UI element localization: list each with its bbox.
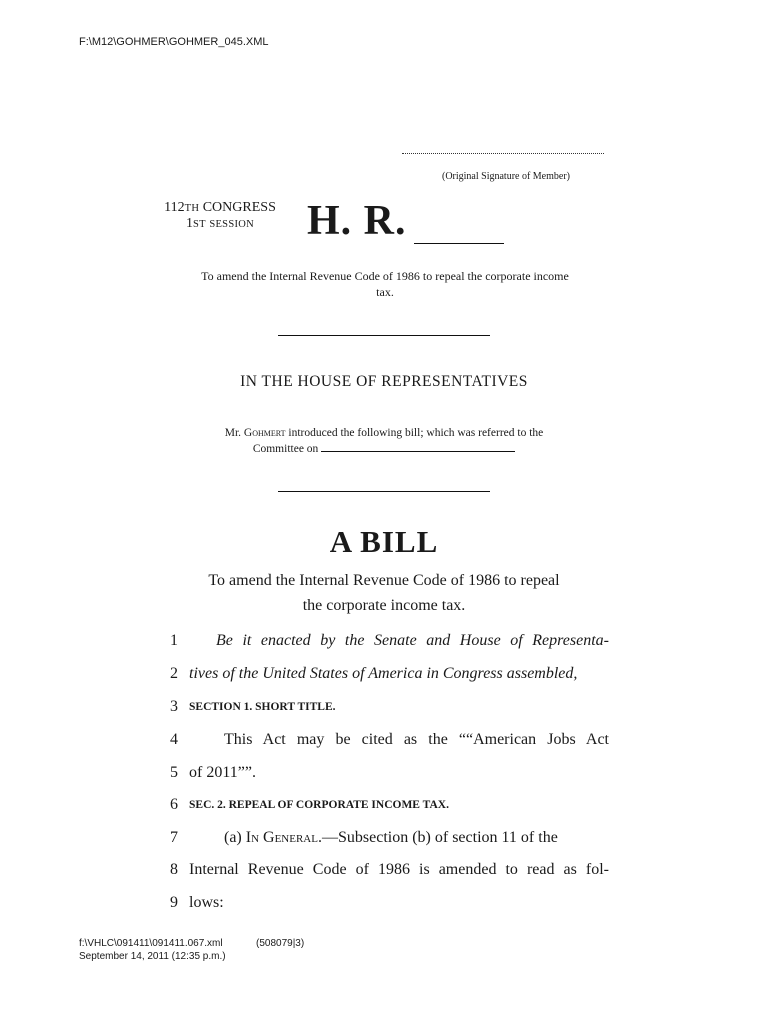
subsection-text: .—Subsection (b) of section 11 of the [317, 829, 558, 846]
introduction [150, 425, 618, 457]
committee-line [150, 441, 618, 457]
long-title-line: To amend the Internal Revenue Code of 1986 to repeal [208, 572, 560, 589]
line-number: 9 [170, 894, 178, 911]
session-label: SESSION [209, 219, 255, 230]
line-number: 7 [170, 829, 178, 846]
committee-prefix: Committee on [252, 443, 319, 455]
signature-caption: (Original Signature of Member) [441, 171, 571, 182]
body-line: of 2011””. [189, 764, 256, 781]
introduction-text: introduced the following bill; which was referred to the [288, 427, 544, 439]
sponsor-title: Mr. [224, 427, 242, 439]
footer-date: September 14, 2011 (12:35 p.m.) [79, 951, 226, 962]
section-heading: SEC. 2. REPEAL OF CORPORATE INCOME TAX. [189, 799, 449, 811]
line-number: 6 [170, 796, 178, 813]
body-line: This Act may be cited as the ““American Jobs Act [224, 731, 609, 748]
body-line: lows: [189, 894, 224, 911]
line-number: 4 [170, 731, 178, 748]
session-number: 1 [185, 216, 193, 231]
session-line [150, 216, 290, 232]
introduction-line [150, 425, 618, 441]
line-number: 8 [170, 861, 178, 878]
congress-session-block [150, 200, 290, 232]
line-number: 5 [170, 764, 178, 781]
body-line: Be it enacted by the Senate and House of Representa- [216, 632, 609, 649]
chamber-heading: IN THE HOUSE OF REPRESENTATIVES [240, 373, 528, 390]
divider-rule [278, 335, 490, 336]
footer-code: (508079|3) [256, 938, 305, 949]
line-number: 3 [170, 698, 178, 715]
footer-file: f:\VHLC\091411\091411.067.xml [79, 938, 223, 949]
section-heading: SECTION 1. SHORT TITLE. [189, 701, 336, 713]
body-line: tives of the United States of America in Congress assembled, [189, 665, 578, 682]
body-line [189, 829, 609, 847]
congress-number-suffix: TH [184, 203, 200, 214]
bill-heading: A BILL [329, 524, 439, 559]
bill-designation: H. R. [307, 198, 407, 244]
body-line: Internal Revenue Code of 1986 is amended to read as fol- [189, 861, 609, 878]
subsection-heading: In General [245, 829, 318, 846]
session-number-suffix: ST [192, 219, 206, 230]
sponsor-name: Gohmert [243, 427, 286, 439]
long-title [170, 568, 598, 618]
divider-rule [278, 491, 490, 492]
long-title-line: the corporate income tax. [302, 597, 466, 614]
signature-line [402, 153, 604, 154]
congress-number: 112 [164, 200, 185, 215]
congress-line [150, 200, 290, 216]
bill-number-blank [414, 243, 504, 244]
short-description-line: To amend the Internal Revenue Code of 1986 to repeal the corporate income [201, 269, 569, 283]
line-number: 1 [170, 632, 178, 649]
file-path: F:\M12\GOHMER\GOHMER_045.XML [79, 36, 269, 48]
congress-label: CONGRESS [202, 200, 276, 215]
line-number: 2 [170, 665, 178, 682]
short-description-line: tax. [376, 285, 394, 299]
committee-blank [321, 442, 515, 452]
subsection-prefix: (a) [224, 829, 246, 846]
short-description [160, 268, 610, 300]
